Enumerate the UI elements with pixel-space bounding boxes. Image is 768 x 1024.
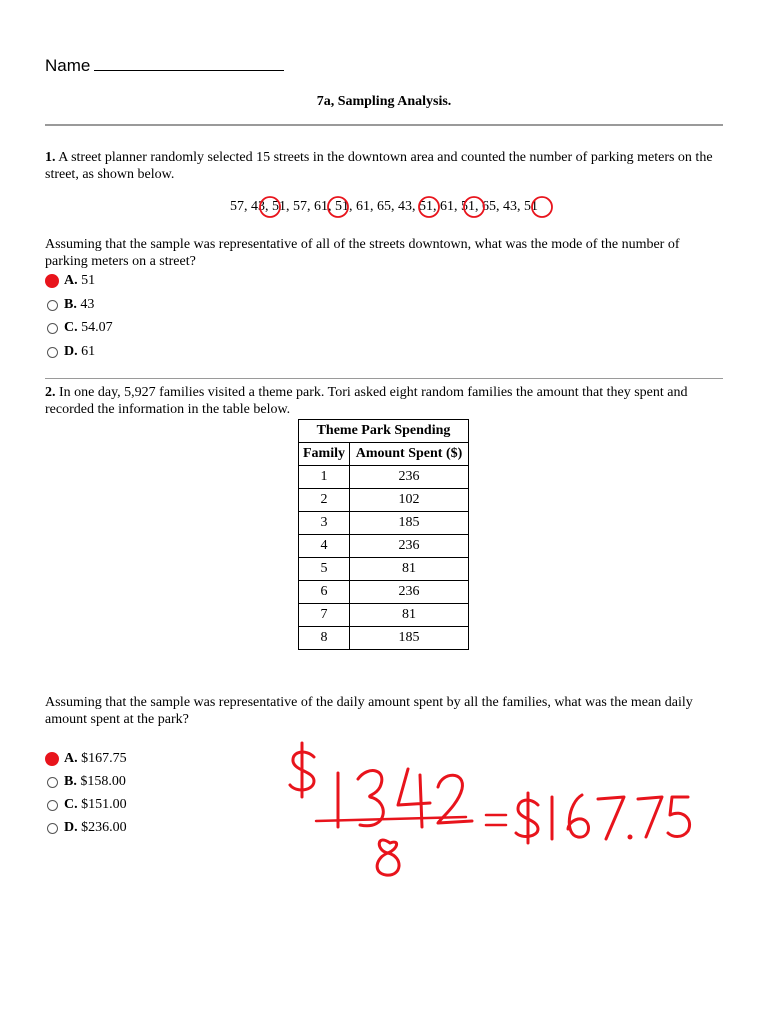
q1-data-value: 51 <box>461 199 475 214</box>
handwritten-calculation <box>280 735 700 885</box>
q2-number: 2. <box>45 385 56 400</box>
q2-radio-a[interactable] <box>45 752 59 766</box>
table-cell-amount: 185 <box>350 627 469 650</box>
q1-radio-d[interactable] <box>47 347 58 358</box>
top-divider <box>45 124 723 126</box>
table-cell-amount: 236 <box>350 466 469 489</box>
q1-option-b-letter: B. <box>64 297 77 312</box>
q2-option-b-letter: B. <box>64 774 77 789</box>
q1-radio-c[interactable] <box>47 323 58 334</box>
q1-prompt-text: A street planner randomly selected 15 streets in the downtown area and counted the number of parking meters on the street, as shown below. <box>45 150 713 182</box>
q1-data-value: 51 <box>272 199 286 214</box>
table-row <box>299 512 469 535</box>
table-row <box>299 558 469 581</box>
hand-digit-8 <box>377 840 399 875</box>
table-row <box>299 489 469 512</box>
name-label: Name <box>45 56 91 75</box>
table-cell-amount: 81 <box>350 558 469 581</box>
q1-option-a-letter: A. <box>64 273 78 288</box>
hand-digit-2 <box>438 775 472 823</box>
q1-radio-b[interactable] <box>47 300 58 311</box>
q2-option-a[interactable] <box>47 750 127 768</box>
q1-data-value: 43 <box>398 199 412 214</box>
q2-option-d-letter: D. <box>64 820 78 835</box>
q1-data-value: 65 <box>377 199 391 214</box>
q2-radio-c[interactable] <box>47 800 58 811</box>
table-header-family: Family <box>299 443 350 466</box>
q2-option-a-text: $167.75 <box>81 751 127 766</box>
hand-result-7 <box>598 797 624 839</box>
q1-option-a[interactable] <box>47 272 95 290</box>
q1-option-c[interactable] <box>47 319 113 337</box>
table-cell-family: 3 <box>299 512 350 535</box>
table-row <box>299 581 469 604</box>
q1-number: 1. <box>45 150 56 165</box>
hand-decimal-point <box>628 835 633 840</box>
q1-data-value: 61 <box>356 199 370 214</box>
hand-dollar-sign-1 <box>290 743 314 797</box>
table-cell-amount: 81 <box>350 604 469 627</box>
table-cell-family: 1 <box>299 466 350 489</box>
name-field <box>45 56 284 76</box>
circle-annotation <box>328 197 348 217</box>
q1-option-a-text: 51 <box>81 273 96 288</box>
table-cell-family: 4 <box>299 535 350 558</box>
circle-annotation <box>260 197 280 217</box>
q1-option-d-text: 61 <box>81 344 96 359</box>
q1-data-value: 57 <box>293 199 307 214</box>
q1-data-value: 57 <box>230 199 244 214</box>
hand-equals <box>486 815 506 825</box>
table-cell-family: 2 <box>299 489 350 512</box>
q1-data-value: 51 <box>335 199 349 214</box>
q1-radio-a[interactable] <box>45 274 59 288</box>
q1-data-value: 51 <box>524 199 538 214</box>
q2-option-d[interactable] <box>47 819 127 837</box>
table-row <box>299 604 469 627</box>
table-row <box>299 535 469 558</box>
table-cell-amount: 185 <box>350 512 469 535</box>
q2-question: Assuming that the sample was representative of the daily amount spent by all the families, what was the mean daily amount spent at the park? <box>45 695 693 727</box>
table-row <box>299 466 469 489</box>
table-header-amount: Amount Spent ($) <box>350 443 469 466</box>
spending-table <box>298 419 469 650</box>
hand-digit-3 <box>358 771 383 826</box>
q1-circle-annotations <box>0 188 768 224</box>
q1-data-value: 43 <box>503 199 517 214</box>
q2-radio-b[interactable] <box>47 777 58 788</box>
q2-option-d-text: $236.00 <box>81 820 127 835</box>
q1-option-c-text: 54.07 <box>81 320 113 335</box>
q1-data-list: 57, 43, 51, 57, 61, 51, 61, 65, 43, 51, 61, 51, 65, 43, 51 <box>230 199 538 214</box>
q1-prompt <box>45 149 725 183</box>
q2-prompt-text: In one day, 5,927 families visited a theme park. Tori asked eight random families the amount that they spent and recorded the information in the table below. <box>45 385 688 417</box>
q2-option-c-text: $151.00 <box>81 797 127 812</box>
table-cell-family: 7 <box>299 604 350 627</box>
q2-option-c-letter: C. <box>64 797 78 812</box>
q1-question: Assuming that the sample was representative of all of the streets downtown, what was the mode of the number of parking meters on a street? <box>45 237 680 269</box>
q1-data-value: 51 <box>419 199 433 214</box>
q1-option-c-letter: C. <box>64 320 78 335</box>
q1-option-b-text: 43 <box>80 297 95 312</box>
q2-option-c[interactable] <box>47 796 127 814</box>
hand-result-7b <box>638 797 662 837</box>
table-body <box>299 466 469 650</box>
hand-result-6 <box>568 795 589 837</box>
table-cell-family: 6 <box>299 581 350 604</box>
hand-result-5 <box>668 797 690 837</box>
q1-data-value: 65 <box>482 199 496 214</box>
q1-data-value: 61 <box>314 199 328 214</box>
circle-annotation <box>464 197 484 217</box>
q1-data-value: 43 <box>251 199 265 214</box>
name-blank-line <box>94 56 284 71</box>
q1-option-b[interactable] <box>47 296 94 314</box>
circle-annotation <box>419 197 439 217</box>
table-cell-family: 8 <box>299 627 350 650</box>
hand-dollar-sign-2 <box>516 793 538 843</box>
table-cell-amount: 102 <box>350 489 469 512</box>
worksheet-title: 7a, Sampling Analysis. <box>316 94 452 109</box>
q2-option-a-letter: A. <box>64 751 78 766</box>
q1-option-d[interactable] <box>47 343 95 361</box>
q2-radio-d[interactable] <box>47 823 58 834</box>
section-divider <box>45 378 723 379</box>
q2-option-b-text: $158.00 <box>80 774 126 789</box>
table-cell-family: 5 <box>299 558 350 581</box>
table-cell-amount: 236 <box>350 535 469 558</box>
circle-annotation <box>532 197 552 217</box>
q1-data-value: 61 <box>440 199 454 214</box>
q1-option-d-letter: D. <box>64 344 78 359</box>
q2-prompt <box>45 384 725 418</box>
q2-option-b[interactable] <box>47 773 126 791</box>
table-cell-amount: 236 <box>350 581 469 604</box>
table-caption: Theme Park Spending <box>299 420 469 443</box>
table-row <box>299 627 469 650</box>
